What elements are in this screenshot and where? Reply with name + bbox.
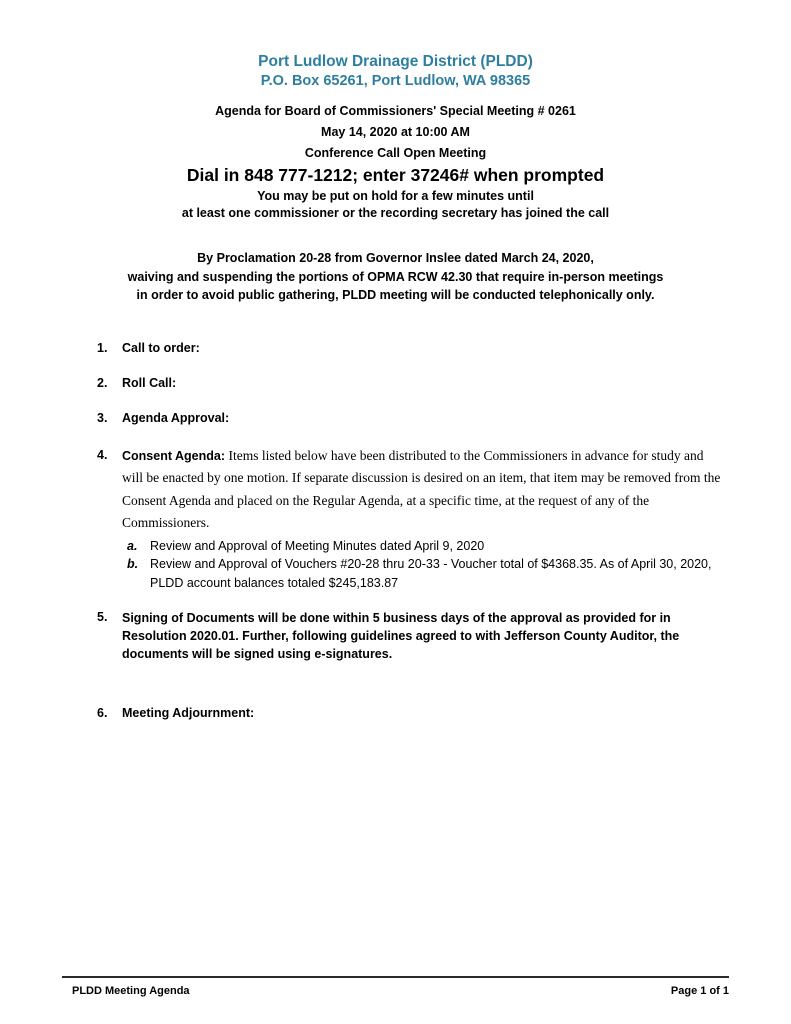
agenda-item-agenda-approval [0,410,791,426]
sub-item-text: Review and Approval of Vouchers #20-28 thru 20-33 - Voucher total of $4368.35. As of April 30, 2020, PLDD account balances totaled $245,183.87 [150,557,712,590]
hold-note-line2: at least one commissioner or the recording secretary has joined the call [181,206,610,220]
hold-note-line1: You may be put on hold for a few minutes until [257,189,534,203]
item-number: 2. [97,375,108,390]
item-title: Call to order: [122,340,200,355]
meeting-datetime: May 14, 2020 at 10:00 AM [321,125,470,139]
sub-item-vouchers [122,555,723,592]
sub-item-letter: a. [127,538,138,553]
proclamation-line1: By Proclamation 20-28 from Governor Inslee dated March 24, 2020, [197,251,594,265]
agenda-item-consent-agenda [0,445,791,593]
proclamation-notice [0,249,791,305]
item-number: 1. [97,340,108,355]
item-title: Meeting Adjournment: [122,706,255,720]
page-footer [62,976,729,997]
sub-item-minutes [122,537,723,556]
agenda-item-roll-call [0,375,791,391]
consent-agenda-sub-list [122,537,723,593]
item-title: Roll Call: [122,375,177,390]
consent-agenda-label: Consent Agenda: [122,448,226,463]
proclamation-line2: waiving and suspending the portions of OPMA RCW 42.30 that require in-person meetings [127,269,664,284]
agenda-list [0,340,791,722]
sub-item-text: Review and Approval of Meeting Minutes dated April 9, 2020 [150,538,485,553]
item-number: 4. [97,447,108,462]
footer-page-number: Page 1 of 1 [670,985,729,997]
dial-in-instructions: Dial in 848 777-1212; enter 37246# when prompted [186,165,605,185]
item-number: 5. [97,610,108,624]
agenda-item-signing-of-documents [0,609,791,663]
agenda-title: Agenda for Board of Commissioners' Special Meeting # 0261 [215,104,576,118]
item-title: Agenda Approval: [122,410,230,425]
agenda-item-call-to-order [0,340,791,356]
proclamation-line3: in order to avoid public gathering, PLDD meeting will be conducted telephonically only. [136,288,655,302]
meeting-type: Conference Call Open Meeting [304,146,487,160]
sub-item-letter: b. [127,557,139,571]
item-number: 6. [97,706,108,720]
org-name: Port Ludlow Drainage District (PLDD) [258,53,533,70]
document-header [0,0,791,305]
item-number: 3. [97,410,108,425]
agenda-item-meeting-adjournment [0,705,791,721]
org-address: P.O. Box 65261, Port Ludlow, WA 98365 [260,73,531,89]
item-title: Signing of Documents will be done within 5 business days of the approval as provided for in Resolution 2020.01. Further, following guidelines agreed to with Jefferson County Auditor, the documents will be signed using e-signatures. [122,611,680,661]
footer-document-name: PLDD Meeting Agenda [72,985,190,997]
consent-agenda-description: Items listed below have been distributed to the Commissioners in advance for study and will be enacted by one motion. If separate discussion is desired on an item, that item may be removed from the Consent Agenda and placed on the Regular Agenda, at a specific time, at the request of any of the Commissioners. [122,447,721,530]
